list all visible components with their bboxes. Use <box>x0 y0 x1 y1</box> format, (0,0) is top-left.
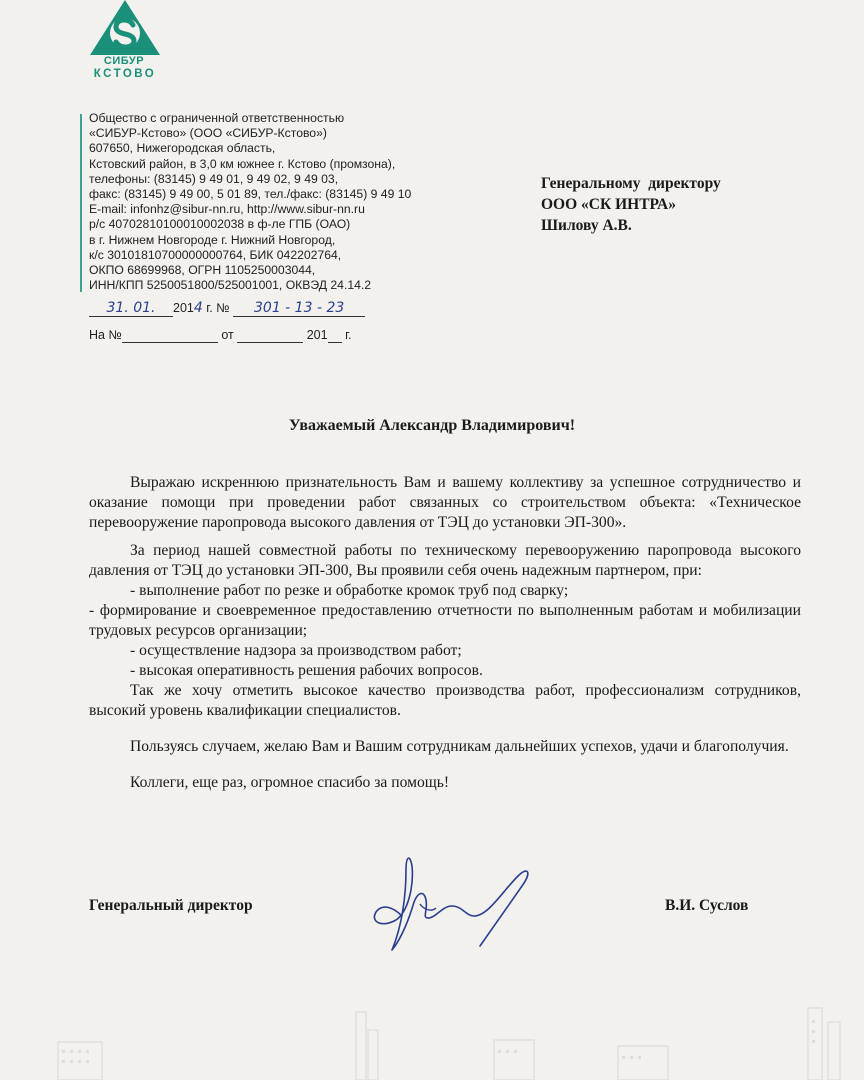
sender-line: к/с 30101810700000000764, БИК 042202764, <box>89 247 342 262</box>
ref-year: 201 <box>306 328 328 342</box>
logo-city-text: КСТОВО <box>93 68 157 80</box>
handwritten-signature-icon <box>362 846 542 966</box>
sender-line: Общество с ограниченной ответственностью <box>89 111 345 125</box>
year-digit: 4 <box>193 300 203 316</box>
signatory-name: В.И. Суслов <box>665 897 749 914</box>
sender-line: 607650, Нижегородская область, <box>89 141 276 156</box>
outgoing-number-line <box>89 300 365 317</box>
ref-year-suffix: г. <box>341 328 352 342</box>
recipient-block <box>541 173 721 236</box>
sender-line: телефоны: (83145) 9 49 01, 9 49 02, 9 49 03, <box>89 171 339 186</box>
logo-brand-text: СИБУР <box>103 55 145 67</box>
sender-accent-bar <box>80 114 82 292</box>
recipient-company: ООО «СК ИНТРА» <box>541 196 676 213</box>
recipient-name: Шилову А.В. <box>541 217 632 234</box>
sender-line: факс: (83145) 9 49 00, 5 01 89, тел./факс: (83145) 9 49 10 <box>89 187 412 202</box>
paragraph: За период нашей совместной работы по техническому перевооружению паропровода высокого давления от ТЭЦ до установки ЭП-300, Вы проявили себя очень надежным партнером, при: <box>89 542 801 579</box>
ref-no-label: На № <box>89 328 122 342</box>
list-item: - осуществление надзора за производством работ; <box>130 642 462 659</box>
recipient-position: Генеральному директору <box>541 175 721 192</box>
outgoing-date: 31. 01. <box>89 300 173 317</box>
sender-line: «СИБУР-Кстово» (ООО «СИБУР-Кстово») <box>89 126 327 141</box>
list-item: - формирование и своевременное предоставлению отчетности по выполненным работам и мобилизации трудовых ресурсов организации; <box>89 602 801 639</box>
salutation: Уважаемый Александр Владимирович! <box>288 417 576 434</box>
sender-line: ОКПО 68699968, ОГРН 1105250003044, <box>89 263 316 278</box>
sender-line: р/с 40702810100010002038 в ф-ле ГПБ (ОАО) <box>89 217 351 232</box>
signatory-title: Генеральный директор <box>89 897 253 914</box>
sender-line: E-mail: infonhz@sibur-nn.ru, http://www.sibur-nn.ru <box>89 202 365 217</box>
paragraph: Коллеги, еще раз, огромное спасибо за помощь! <box>130 774 450 791</box>
year-prefix: 201 <box>173 301 194 315</box>
sender-line: Кстовский район, в 3,0 км южнее г. Кстово (промзона), <box>89 156 396 171</box>
list-item: - высокая оперативность решения рабочих вопросов. <box>130 662 483 679</box>
paragraph: Так же хочу отметить высокое качество производства работ, профессионализм сотрудников, высокий уровень квалификации специалистов. <box>89 682 801 719</box>
paragraph: Пользуясь случаем, желаю Вам и Вашим сотрудникам дальнейших успехов, удачи и благополучия. <box>130 738 789 755</box>
sender-requisites <box>89 111 469 293</box>
letterhead-watermark-icon <box>0 1000 864 1080</box>
sender-line: в г. Нижнем Новгороде г. Нижний Новгород, <box>89 232 336 247</box>
paragraph: Выражаю искреннюю признательность Вам и вашему коллективу за успешное сотрудничество и оказание помощи при проведении работ связанных со строительством объекта: «Техническое перевооружение паропровода высокого давления от ТЭЦ до установки ЭП-300». <box>89 474 801 531</box>
ref-from-label: от <box>221 328 234 342</box>
outgoing-number: 301 - 13 - 23 <box>233 300 365 317</box>
letter-body <box>89 473 801 793</box>
list-item: - выполнение работ по резке и обработке кромок труб под сварку; <box>130 582 569 599</box>
year-suffix: г. № <box>202 301 230 315</box>
reference-line <box>89 328 352 343</box>
sender-line: ИНН/КПП 5250051800/525001001, ОКВЭД 24.14.2 <box>89 278 372 293</box>
